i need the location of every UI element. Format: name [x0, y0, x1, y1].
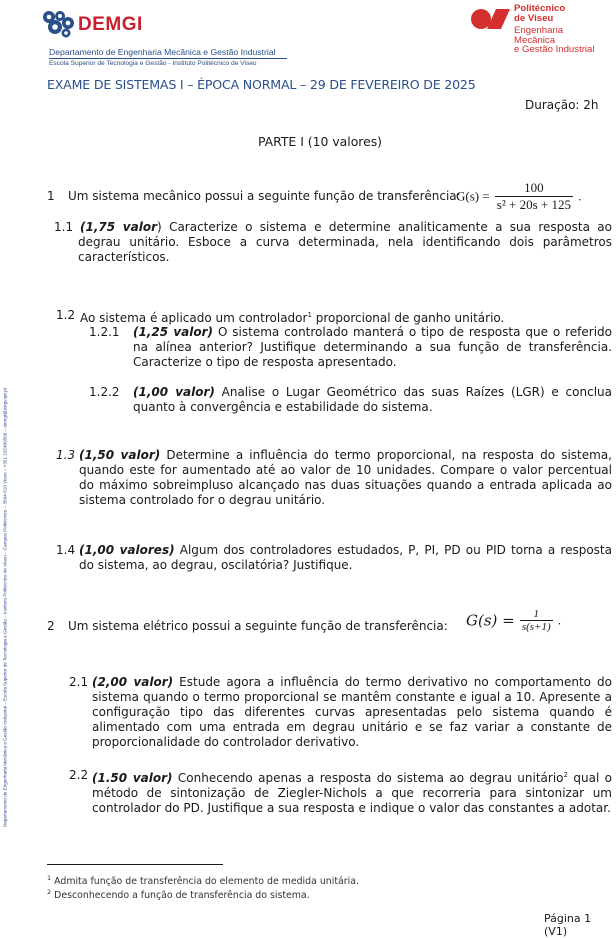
q1-2-1-text: O sistema controlado manterá o tipo de resposta que o referido na alínea anterior? Justifique determinando a sua função de transferência. Caracterize o tipo de resposta apresentado. [133, 325, 612, 369]
q1-2-1-number: 1.2.1 [89, 325, 120, 339]
q1-2-2-value: (1,00 valor) [133, 385, 215, 399]
q1-3-value: (1,50 valor) [79, 448, 161, 462]
q1-number: 1 [47, 189, 55, 203]
q2-tf-numerator: 1 [520, 608, 553, 621]
footnote-1-mark: 1 [47, 874, 52, 882]
q1-4-value: (1,00 valores) [79, 543, 175, 557]
demgi-logo [42, 10, 152, 38]
q1-2-text-a: Ao sistema é aplicado um controlador [80, 311, 308, 325]
q1-2-1-value: (1,25 valor) [133, 325, 214, 339]
sidebar-contact-text: Departamento de Engenharia Mecânica e Gestão Industrial – Escola Superior de Tecnologia e Gestão – Instituto Politécnico de Viseu – Campus Politécnico – 3504-510 Viseu – +351 232480500 – demgi@estgv.ipv.pt [2, 387, 8, 828]
q2-2-text-b: qual o método de sintonização de Ziegler-Nichols a que recorreria para sintonizar um controlador do PD. Justifique a sua resposta e indique o valor das constantes a adotar. [92, 771, 612, 815]
q2-tf-denominator: s(s+1) [521, 621, 551, 633]
q1-4-body [79, 543, 612, 573]
q1-4-number: 1.4 [56, 543, 76, 557]
logo-text: DEMGI [78, 14, 143, 35]
part-heading: PARTE I (10 valores) [258, 134, 383, 149]
q1-1-paren: ) [157, 220, 162, 234]
q2-text: Um sistema elétrico possui a seguinte função de transferência: [68, 619, 448, 633]
department-name: Departamento de Engenharia Mecânica e Gestão Industrial [49, 47, 276, 57]
q2-tf-lhs: G(s) = [466, 611, 515, 630]
page-number: Página 1 (V1) [544, 912, 592, 938]
sidebar-contact [0, 300, 10, 920]
q1-tf-end: . [578, 188, 582, 204]
q1-tf-denominator: s² + 20s + 125 [496, 197, 571, 212]
ipv-name-line2: de Viseu [514, 13, 554, 24]
ipv-dept-line2: Mecânica [514, 34, 556, 46]
q2-2-value: (1.50 valor) [92, 771, 173, 785]
footnote-1 [47, 874, 359, 887]
q2-2-body [92, 768, 612, 816]
q2-2-text-a: Conhecendo apenas a resposta do sistema ao degrau unitário [177, 771, 564, 785]
q2-1-text: Estude agora a influência do termo derivativo no comportamento do sistema quando o termo proporcional se mantêm constante e igual a 10. Apresente a configuração tipo das diferentes curvas apresentadas pelo sistema quando é alimentado com uma entrada em degrau unitário e se faz variar a constante de proporcionalidade do controlador derivativo. [92, 675, 612, 749]
q1-4-text: Algum dos controladores estudados, P, PI, PD ou PID torna a resposta do sistema, ao degrau, oscilatória? Justifique. [79, 543, 612, 572]
q2-1-number: 2.1 [69, 675, 89, 689]
q1-3-body [79, 448, 612, 508]
q2-1-body [92, 675, 612, 750]
footnote-2 [47, 888, 310, 901]
q2-transfer-function [466, 608, 561, 633]
ipv-name-line1: Politécnico [514, 3, 566, 14]
q1-2-2-text: Analise o Lugar Geométrico das suas Raízes (LGR) e conclua quanto à convergência e estabilidade do sistema. [133, 385, 612, 414]
q1-1-number: 1.1 [54, 220, 74, 234]
footnote-divider [47, 864, 223, 865]
q1-tf-fraction [495, 180, 573, 213]
q1-2-body [80, 308, 580, 326]
ipv-logo [470, 4, 610, 64]
q1-transfer-function [456, 180, 581, 213]
q1-3-number: 1.3 [56, 448, 76, 462]
ipv-mark-icon [470, 6, 512, 32]
ipv-department [514, 26, 595, 55]
q2-2-number: 2.2 [69, 768, 89, 782]
q1-2-2-body [133, 385, 612, 415]
ipv-dept-line3: e Gestão Industrial [514, 44, 595, 56]
footnote-2-mark: 2 [47, 888, 52, 896]
ipv-name [514, 4, 565, 24]
q2-1-value: (2,00 valor) [92, 675, 174, 689]
q2-2-footnote-mark: 2 [563, 771, 568, 779]
q1-1-value: (1,75 valor [80, 220, 158, 234]
q1-3-text: Determine a influência do termo proporcional, na resposta do sistema, quando este for aumentado até ao valor de 10 unidades. Compare o valor percentual do máximo sobreimpluso alcançado nas duas situações quando a entrada aplicada ao sistema controlado for o degrau unitário. [79, 448, 612, 507]
q2-tf-fraction [520, 608, 553, 633]
q2-tf-end: . [557, 612, 561, 628]
exam-title: EXAME DE SISTEMAS I – ÉPOCA NORMAL – 29 DE FEVEREIRO DE 2025 [47, 77, 476, 92]
q1-2-text-b: proporcional de ganho unitário. [315, 311, 505, 325]
q1-1-text: Caracterize o sistema e determine analiticamente a sua resposta ao degrau unitário. Esboce a curva determinada, nela identificando dois parâmetros característicos. [78, 220, 612, 264]
q1-2-1-body [133, 325, 612, 370]
q1-2-2-number: 1.2.2 [89, 385, 120, 399]
q2-number: 2 [47, 619, 55, 633]
school-name: Escola Superior de Tecnologia e Gestão - Instituto Politécnico de Viseu [49, 58, 287, 67]
q1-1-body [78, 220, 612, 265]
gear-cluster-icon [42, 10, 76, 38]
q1-text: Um sistema mecânico possui a seguinte função de transferência: [68, 189, 461, 203]
q1-tf-numerator: 100 [495, 180, 573, 197]
footnote-1-text: Admita função de transferência do elemento de medida unitária. [54, 876, 359, 888]
q1-2-footnote-mark: 1 [307, 311, 312, 319]
q1-2-number: 1.2 [56, 308, 76, 322]
ipv-dept-line1: Engenharia [514, 25, 564, 36]
exam-duration: Duração: 2h [525, 98, 599, 112]
q1-tf-lhs: G(s) = [456, 188, 490, 204]
footnote-2-text: Desconhecendo a função de transferência do sistema. [54, 890, 310, 902]
